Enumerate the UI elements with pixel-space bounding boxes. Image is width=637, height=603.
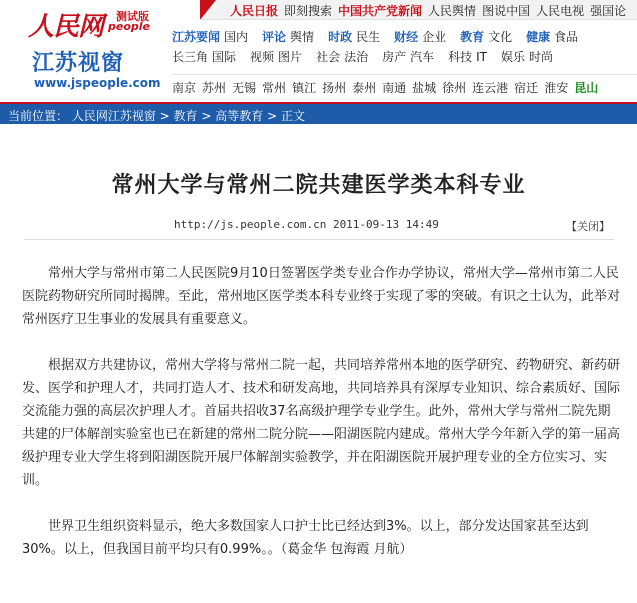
channel-link[interactable]: 文化 — [488, 30, 513, 44]
channel-key-link[interactable]: 教育 — [460, 30, 485, 44]
article-title: 常州大学与常州二院共建医学类本科专业 — [111, 173, 526, 198]
channel-key-link[interactable]: 财经 — [394, 30, 419, 44]
breadcrumb-item[interactable]: 人民网江苏视窗 — [71, 109, 156, 123]
city-link[interactable]: 南通 — [382, 81, 407, 95]
article-paragraph: 根据双方共建协议，常州大学将与常州二院一起，共同培养常州本地的医学研究、药物研究、新药研发、医学和护理人才，共同打造人才、技术和研发高地，共同培养具有深厚专业知识、综合素质好、国际交流能力强的高层次护理人才。首届共招收37名高级护理学专业学生。此外，常州大学与常州二院先期共建的尸体解剖实验室也已在新建的常州二院分院——阳湖医院内建成。常州大学今年新入学的第一届高级护理专业大学生将到阳湖医院开展尸体解剖实验教学，并在阳湖医院开展护理专业的全方位实习、实训。 — [22, 358, 621, 488]
site-header — [0, 0, 637, 100]
channel-key-link[interactable]: 时政 — [328, 30, 353, 44]
city-nav — [172, 74, 637, 96]
top-nav — [200, 0, 637, 20]
channel-link[interactable]: 娱乐 — [501, 50, 526, 64]
top-nav-link[interactable]: 人民日报 — [230, 4, 279, 18]
logo-brand: 人民网 — [28, 12, 104, 42]
city-link[interactable]: 常州 — [262, 81, 287, 95]
city-link[interactable]: 宿迁 — [514, 81, 539, 95]
channel-link[interactable]: 汽车 — [410, 50, 435, 64]
channel-group — [316, 48, 372, 65]
article-body — [22, 262, 620, 584]
channel-nav — [172, 28, 637, 68]
city-link[interactable]: 泰州 — [352, 81, 377, 95]
breadcrumb-label: 当前位置： — [8, 109, 69, 123]
city-link[interactable]: 淮安 — [544, 81, 569, 95]
article-meta — [24, 214, 614, 240]
channel-group — [382, 48, 438, 65]
city-link[interactable]: 镇江 — [292, 81, 317, 95]
channel-link[interactable]: 科技 — [448, 50, 473, 64]
breadcrumb-separator: > — [263, 109, 281, 123]
channel-link[interactable]: 民生 — [356, 30, 381, 44]
channel-link[interactable]: 视频 — [250, 50, 275, 64]
channel-group — [172, 28, 252, 45]
channel-key-link[interactable]: 江苏要闻 — [172, 30, 221, 44]
top-nav-links — [230, 2, 632, 19]
breadcrumb-item: 正文 — [280, 109, 305, 123]
channel-group — [448, 48, 491, 65]
city-link[interactable]: 南京 — [172, 81, 197, 95]
channel-link[interactable]: 社会 — [316, 50, 341, 64]
channel-link[interactable]: 长三角 — [172, 50, 209, 64]
city-link[interactable]: 徐州 — [442, 81, 467, 95]
top-nav-link[interactable]: 人民舆情 — [428, 4, 477, 18]
city-link[interactable]: 苏州 — [202, 81, 227, 95]
logo-people: people — [108, 20, 150, 33]
channel-group — [526, 28, 582, 45]
channel-group — [328, 28, 384, 45]
channel-link[interactable]: IT — [476, 50, 488, 64]
channel-link[interactable]: 食品 — [554, 30, 579, 44]
channel-link[interactable]: 国际 — [212, 50, 237, 64]
channel-link[interactable]: 法治 — [344, 50, 369, 64]
breadcrumb-item[interactable]: 教育 — [173, 109, 198, 123]
channel-group — [262, 28, 318, 45]
breadcrumb-separator: > — [155, 109, 174, 123]
breadcrumb-separator: > — [197, 109, 216, 123]
channel-link[interactable]: 图片 — [278, 50, 303, 64]
channel-key-link[interactable]: 评论 — [262, 30, 287, 44]
article-paragraph: 常州大学与常州市第二人民医院9月10日签署医学类专业合作办学协议，常州大学—常州市第二人民医院药物研究所同时揭牌。至此，常州地区医学类本科专业终于实现了零的突破。有识之士认为，此举对常州医疗卫生事业的发展具有重要意义。 — [22, 266, 621, 327]
breadcrumb-items — [72, 109, 305, 123]
city-link[interactable]: 昆山 — [574, 81, 599, 95]
city-link[interactable]: 连云港 — [472, 81, 509, 95]
channel-group — [250, 48, 306, 65]
top-nav-link[interactable]: 中国共产党新闻 — [338, 4, 423, 18]
top-nav-link[interactable]: 图说中国 — [482, 4, 531, 18]
top-nav-accent — [200, 0, 216, 20]
channel-link[interactable]: 国内 — [224, 30, 249, 44]
channel-link[interactable]: 企业 — [422, 30, 447, 44]
city-link[interactable]: 盐城 — [412, 81, 437, 95]
channel-row-2 — [172, 48, 637, 68]
top-nav-link[interactable]: 人民电视 — [536, 4, 585, 18]
logo-url: www.jspeople.com — [34, 76, 161, 90]
city-link[interactable]: 扬州 — [322, 81, 347, 95]
channel-group — [460, 28, 516, 45]
channel-link[interactable]: 房产 — [382, 50, 407, 64]
site-logo[interactable] — [8, 6, 168, 96]
channel-link[interactable]: 舆情 — [290, 30, 315, 44]
article-source: http://js.people.com.cn 2011-09-13 14:49 — [174, 218, 439, 231]
channel-link[interactable]: 时尚 — [529, 50, 554, 64]
channel-group — [172, 48, 240, 65]
channel-group — [394, 28, 450, 45]
top-nav-link[interactable]: 强国论 — [590, 4, 627, 18]
article-paragraph: 世界卫生组织资料显示，绝大多数国家人口护士比已经达到3%。以上，部分发达国家甚至达到30%。以上，但我国目前平均只有0.99%。。（葛金华 包海霞 月航） — [22, 519, 589, 557]
logo-name: 江苏视窗 — [32, 51, 125, 76]
close-link[interactable]: 【关闭】 — [566, 220, 610, 233]
channel-row-1 — [172, 28, 637, 48]
channel-group — [501, 48, 557, 65]
logo-badge: 测试版 — [116, 10, 149, 23]
breadcrumb-item[interactable]: 高等教育 — [215, 109, 264, 123]
city-link[interactable]: 无锡 — [232, 81, 257, 95]
channel-key-link[interactable]: 健康 — [526, 30, 551, 44]
breadcrumb — [0, 102, 637, 124]
top-nav-link[interactable]: 即刻搜索 — [284, 4, 333, 18]
